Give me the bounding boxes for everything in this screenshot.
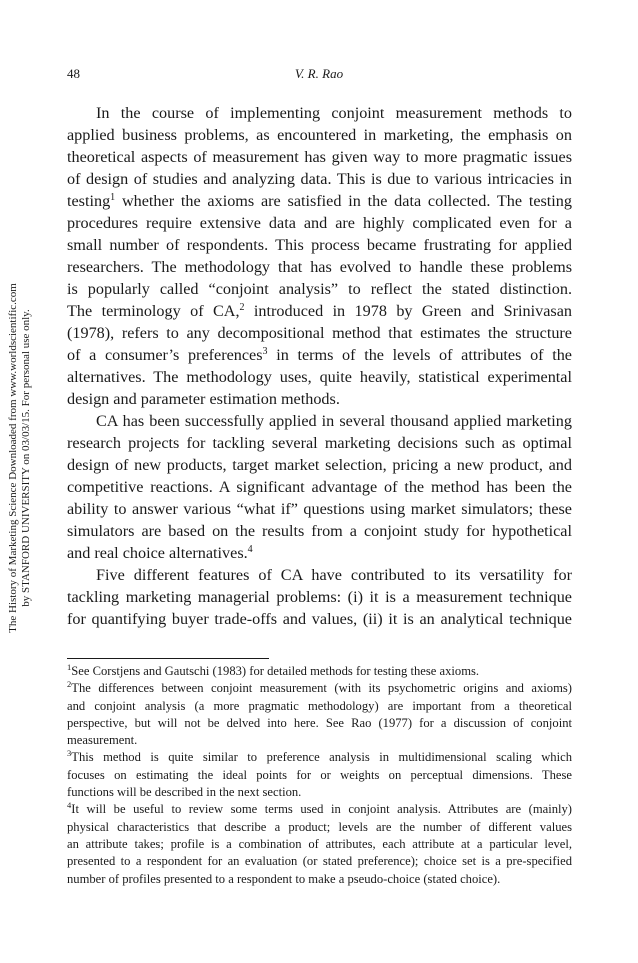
body-text (67, 102, 572, 630)
footnote-text: It will be useful to review some terms used in conjoint analysis. Attributes are (mainly) (71, 802, 572, 817)
text-line: for quantifying buyer trade-offs and values, (ii) it is an analytical technique (67, 610, 572, 628)
text-line: researchers. The methodology that has evolved to handle these problems (67, 258, 572, 276)
paragraph-2 (67, 410, 572, 564)
text-fragment: in terms of the levels of attributes of the (267, 346, 572, 364)
text-fragment: introduced in 1978 by Green and Srinivasan (244, 302, 572, 320)
footnote-marker: 1 (67, 662, 72, 672)
footnote-line: presented to a respondent for an evaluation (or stated preference); choice set is a pre-specified (67, 854, 572, 869)
footnote-4 (67, 801, 572, 887)
text-fragment: testing (67, 192, 111, 210)
footnote-line: number of profiles presented to a respondent to make a pseudo-choice (stated choice). (67, 871, 501, 886)
text-fragment: of a consumer’s preferences (67, 346, 263, 364)
footnote-marker: 3 (67, 748, 72, 759)
text-line: (1978), refers to any decompositional method that estimates the structure (67, 324, 572, 342)
footnote-line (67, 749, 572, 766)
footnote-ref-4[interactable]: 4 (247, 544, 253, 555)
text-line: design of new products, target market selection, pricing a new product, and (67, 456, 572, 474)
text-line: CA has been successfully applied in several thousand applied marketing (96, 412, 572, 430)
footnote-2 (67, 680, 572, 749)
text-line (67, 190, 572, 212)
text-line: theoretical aspects of measurement has given way to more pragmatic issues (67, 148, 572, 166)
footnote-line (67, 663, 572, 680)
footnote-line: focuses on estimating the ideal points for or weights on perceptual dimensions. These (67, 767, 572, 782)
text-line: competitive reactions. A significant advantage of the method has been the (67, 478, 572, 496)
text-line: Five different features of CA have contributed to its versatility for (96, 566, 572, 584)
footnote-line: functions will be described in the next section. (67, 785, 302, 800)
text-fragment: and real choice alternatives. (67, 544, 248, 562)
footnote-line: and conjoint analysis (a more pragmatic methodology) are important from a theoretical (67, 698, 572, 713)
watermark-line-2: by STANFORD UNIVERSITY on 03/03/15. For personal use only. (20, 309, 32, 607)
footnote-line: an attribute takes; profile is a combination of attributes, each attribute at a particular level, (67, 836, 572, 851)
footnote-ref-3[interactable]: 3 (262, 346, 268, 357)
footnote-3 (67, 749, 572, 801)
paragraph-1 (67, 102, 572, 410)
footnote-ref-1[interactable]: 1 (110, 192, 116, 203)
text-fragment: The terminology of CA, (67, 302, 240, 320)
text-line: design and parameter estimation methods. (67, 390, 340, 408)
text-line: small number of respondents. This process became frustrating for applied (67, 236, 572, 254)
paragraph-3 (67, 564, 572, 630)
text-fragment: whether the axioms are satisfied in the data collected. The testing (115, 192, 572, 210)
download-watermark (7, 228, 33, 688)
text-line (67, 542, 572, 564)
text-line: research projects for tackling several marketing decisions such as optimal (67, 434, 572, 452)
watermark-line-1: The History of Marketing Science Downloaded from www.worldscientific.com (7, 283, 19, 633)
text-line: alternatives. The methodology uses, quite heavily, statistical experimental (67, 368, 572, 386)
running-head-author: V. R. Rao (294, 66, 344, 81)
footnote-text: The differences between conjoint measurement (with its psychometric origins and axioms) (71, 681, 572, 696)
page-number: 48 (67, 66, 80, 81)
text-line (67, 344, 572, 366)
footnote-1 (67, 663, 572, 680)
text-line (67, 300, 572, 322)
footnote-line: physical characteristics that describe a product; levels are the number of different values (67, 819, 572, 834)
footnote-separator (67, 658, 269, 659)
footnote-line: perspective, but will not be delved into here. See Rao (1977) for a discussion of conjoint (67, 715, 572, 730)
footnote-marker: 4 (67, 800, 72, 811)
text-line: tackling marketing managerial problems: (i) it is a measurement technique (67, 588, 572, 606)
footnote-text: This method is quite similar to preference analysis in multidimensional scaling which (71, 750, 572, 765)
text-line: of design of studies and analyzing data. This is due to various intricacies in (67, 170, 572, 188)
text-line: applied business problems, as encountered in marketing, the emphasis on (67, 126, 572, 144)
footnote-marker: 2 (67, 679, 72, 690)
text-line: In the course of implementing conjoint measurement methods to (96, 104, 572, 122)
text-line: is popularly called “conjoint analysis” to reflect the stated distinction. (67, 280, 572, 298)
footnote-line (67, 801, 572, 818)
footnote-ref-2[interactable]: 2 (239, 302, 245, 313)
footnotes (67, 663, 572, 888)
footnote-line: measurement. (67, 733, 138, 748)
text-line: procedures require extensive data and are highly complicated even for a (67, 214, 572, 232)
footnote-line (67, 680, 572, 697)
text-line: simulators are based on the results from a conjoint study for hypothetical (67, 522, 572, 540)
text-line: ability to answer various “what if” questions using market simulators; these (67, 500, 572, 518)
footnote-text: See Corstjens and Gautschi (1983) for detailed methods for testing these axioms. (71, 664, 480, 678)
